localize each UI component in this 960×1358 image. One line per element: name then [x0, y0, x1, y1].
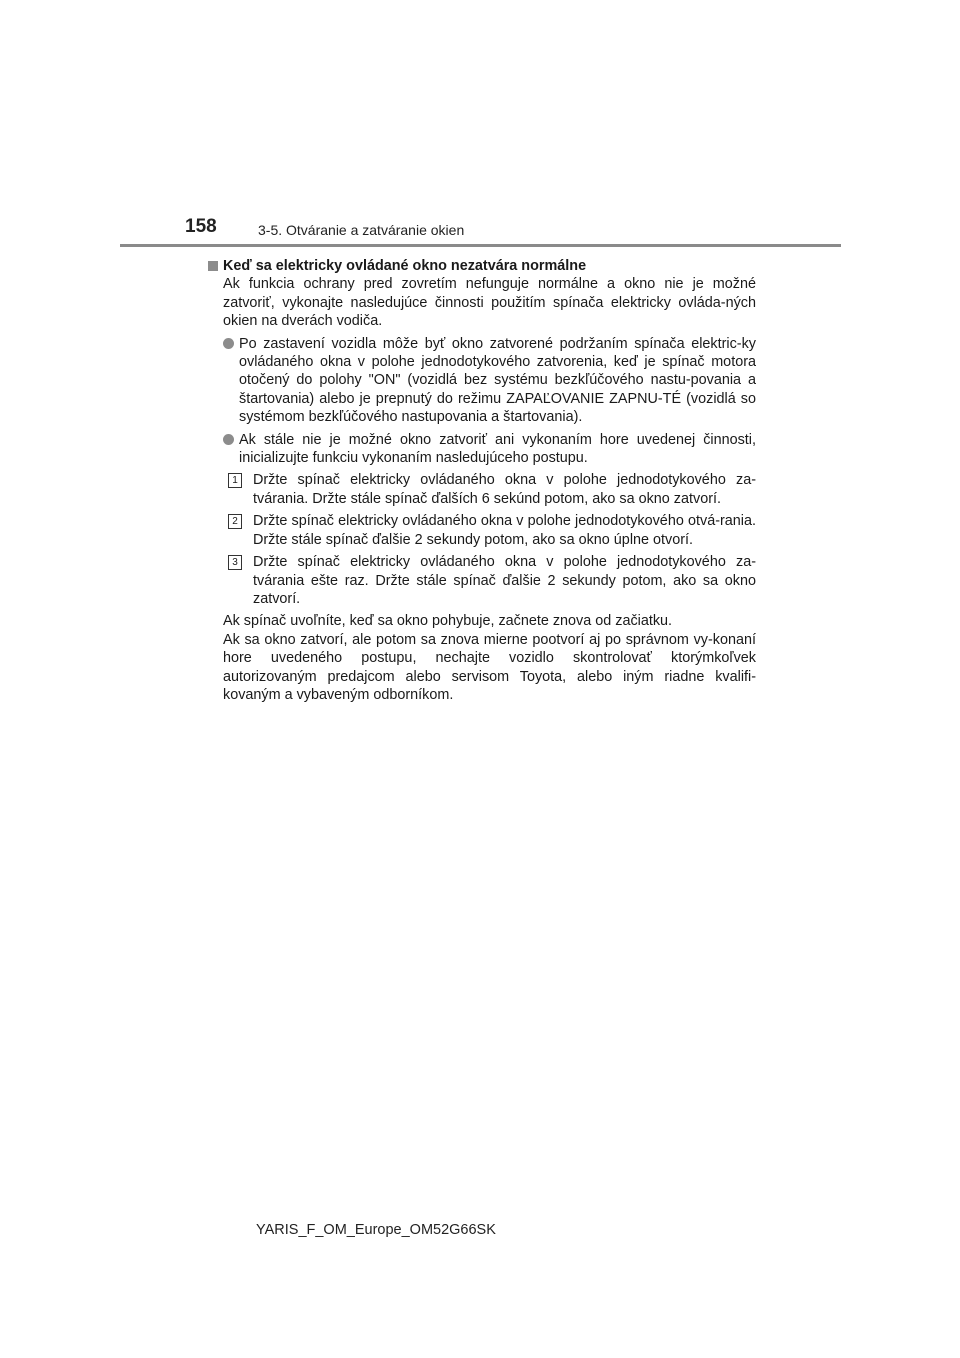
- step-text: Držte spínač elektricky ovládaného okna v polohe jednodotykového za-tvárania. Držte stále spínač ďalších 6 sekúnd potom, ako sa okno zatvorí.: [253, 472, 756, 507]
- subheading-text: Keď sa elektricky ovládané okno nezatvára normálne: [223, 258, 587, 274]
- intro-paragraph: Ak funkcia ochrany pred zovretím nefunguje normálne a okno nie je možné zatvoriť, vykonajte nasledujúce činnosti použitím spínača elektricky ovláda-ných okien na dverách vodiča.: [223, 276, 756, 330]
- step-number: 1: [228, 473, 242, 488]
- step-item: [228, 553, 756, 608]
- step-item: [228, 512, 756, 549]
- circle-bullet-icon: [223, 338, 234, 349]
- section-title: 3-5. Otváranie a zatváranie okien: [258, 222, 465, 238]
- header-divider: [120, 244, 841, 247]
- square-bullet-icon: [208, 261, 218, 271]
- closing-paragraph: Ak sa okno zatvorí, ale potom sa znova mierne pootvorí aj po správnom vy-konaní hore uvedeného postupu, nechajte vozidlo skontrolovať ktorýmkoľvek autorizovaným predajcom alebo servisom Toyota, alebo iným riadne kvalifi-kovaným a vybaveným odborníkom.: [223, 631, 756, 703]
- subheading: [208, 257, 756, 275]
- step-number: 3: [228, 555, 242, 570]
- bullet-text: Ak stále nie je možné okno zatvoriť ani vykonaním hore uvedenej činnosti, inicializujte funkciu vykonaním nasledujúceho postupu.: [239, 431, 756, 467]
- list-item: [223, 335, 756, 427]
- page-number: 158: [185, 216, 217, 237]
- document-footer: YARIS_F_OM_Europe_OM52G66SK: [256, 1222, 496, 1238]
- bullet-text: Po zastavení vozidla môže byť okno zatvorené podržaním spínača elektric-ky ovládaného okna v polohe jednodotykového zatvorenia, keď je spínač motora otočený do polohy "ON" (vozidlá bez systému bezkľúčového nastu-povania a štartovania) alebo je prepnutý do režimu ZAPAĽOVANIE ZAPNU-TÉ (vozidlá so systémom bezkľúčového nastupovania a štartovania).: [239, 335, 756, 426]
- list-item: [223, 431, 756, 468]
- closing-paragraph: Ak spínač uvoľníte, keď sa okno pohybuje, začnete znova od začiatku.: [223, 613, 673, 630]
- step-number: 2: [228, 514, 242, 529]
- step-item: [228, 471, 756, 508]
- step-text: Držte spínač elektricky ovládaného okna v polohe jednodotykového otvá-rania. Držte stále spínač ďalšie 2 sekundy potom, ako sa okno úplne otvorí.: [253, 513, 756, 548]
- circle-bullet-icon: [223, 434, 234, 445]
- step-text: Držte spínač elektricky ovládaného okna v polohe jednodotykového za-tvárania ešte raz. Držte stále spínač ďalšie 2 sekundy potom, ako sa okno zatvorí.: [253, 554, 756, 607]
- main-content: [208, 257, 756, 704]
